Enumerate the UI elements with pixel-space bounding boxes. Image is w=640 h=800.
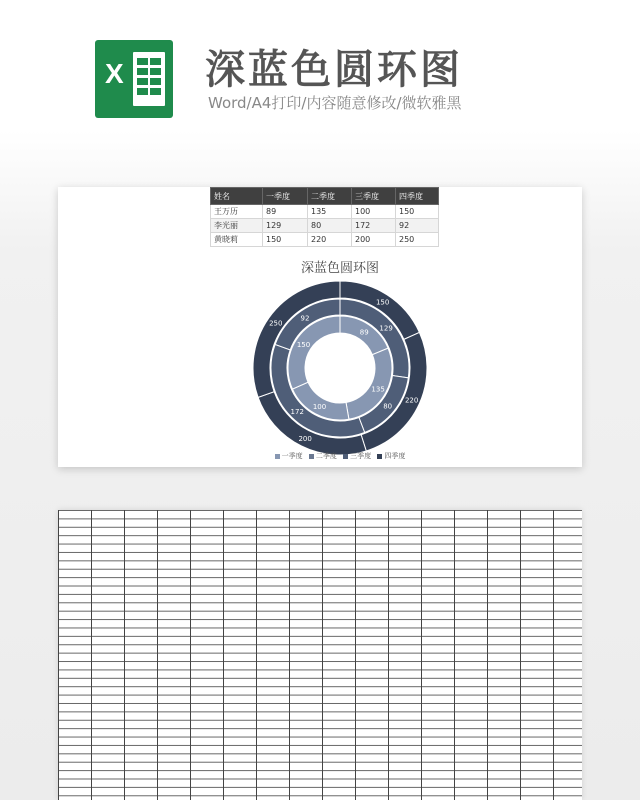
header-cell-q2: 二季度 <box>308 188 352 205</box>
donut-chart <box>58 187 582 467</box>
table-cell: 150 <box>396 205 439 219</box>
legend-swatch <box>377 454 382 459</box>
table-cell: 129 <box>263 219 308 233</box>
header-cell-q4: 四季度 <box>396 188 439 205</box>
table-cell: 250 <box>396 233 439 247</box>
legend-item <box>343 451 371 461</box>
slice-data-label: 89 <box>359 328 369 337</box>
slice-data-label: 200 <box>298 434 312 443</box>
legend-label: 三季度 <box>350 452 372 460</box>
header-cell-q3: 三季度 <box>352 188 396 205</box>
logo-sheet <box>133 52 165 106</box>
legend-label: 四季度 <box>384 452 406 460</box>
table-cell: 92 <box>396 219 439 233</box>
slice-data-label: 150 <box>296 340 311 349</box>
legend-swatch <box>343 454 348 459</box>
legend-swatch <box>309 454 314 459</box>
slice-data-label: 250 <box>269 319 283 328</box>
excel-logo-icon <box>95 40 173 118</box>
legend-label: 二季度 <box>315 452 337 460</box>
logo-letter: X <box>105 58 124 89</box>
header-cell-q1: 一季度 <box>263 188 308 205</box>
slice-data-label: 135 <box>371 385 385 394</box>
table-cell: 150 <box>263 233 308 247</box>
legend-label: 一季度 <box>281 452 303 460</box>
slice-data-label: 92 <box>300 314 310 323</box>
table-cell: 135 <box>308 205 352 219</box>
slice-data-label: 100 <box>312 402 327 411</box>
table-cell: 172 <box>352 219 396 233</box>
table-cell: 200 <box>352 233 396 247</box>
slice-data-label: 150 <box>375 298 390 307</box>
slice-data-label: 172 <box>290 407 304 416</box>
table-cell: 220 <box>308 233 352 247</box>
spreadsheet-preview <box>58 187 582 467</box>
table-cell: 80 <box>308 219 352 233</box>
legend-item <box>275 451 303 461</box>
page-title: 深蓝色圆环图 <box>205 47 463 93</box>
page-subtitle: Word/A4打印/内容随意修改/微软雅黑 <box>208 94 462 112</box>
slice-data-label: 129 <box>379 324 393 333</box>
legend-item <box>377 451 405 461</box>
slice-data-label: 220 <box>404 396 419 405</box>
legend-swatch <box>275 454 280 459</box>
table-cell: 89 <box>263 205 308 219</box>
chart-title: 深蓝色圆环图 <box>300 261 379 276</box>
table-cell: 黄晓莉 <box>211 233 263 247</box>
chart-legend <box>58 451 622 461</box>
table-cell: 王万历 <box>211 205 263 219</box>
slice-data-label: 80 <box>383 402 393 411</box>
legend-item <box>309 451 337 461</box>
table-cell: 100 <box>352 205 396 219</box>
table-cell: 李光丽 <box>211 219 263 233</box>
header-cell-name: 姓名 <box>211 188 263 205</box>
empty-sheet-grid <box>58 510 582 800</box>
